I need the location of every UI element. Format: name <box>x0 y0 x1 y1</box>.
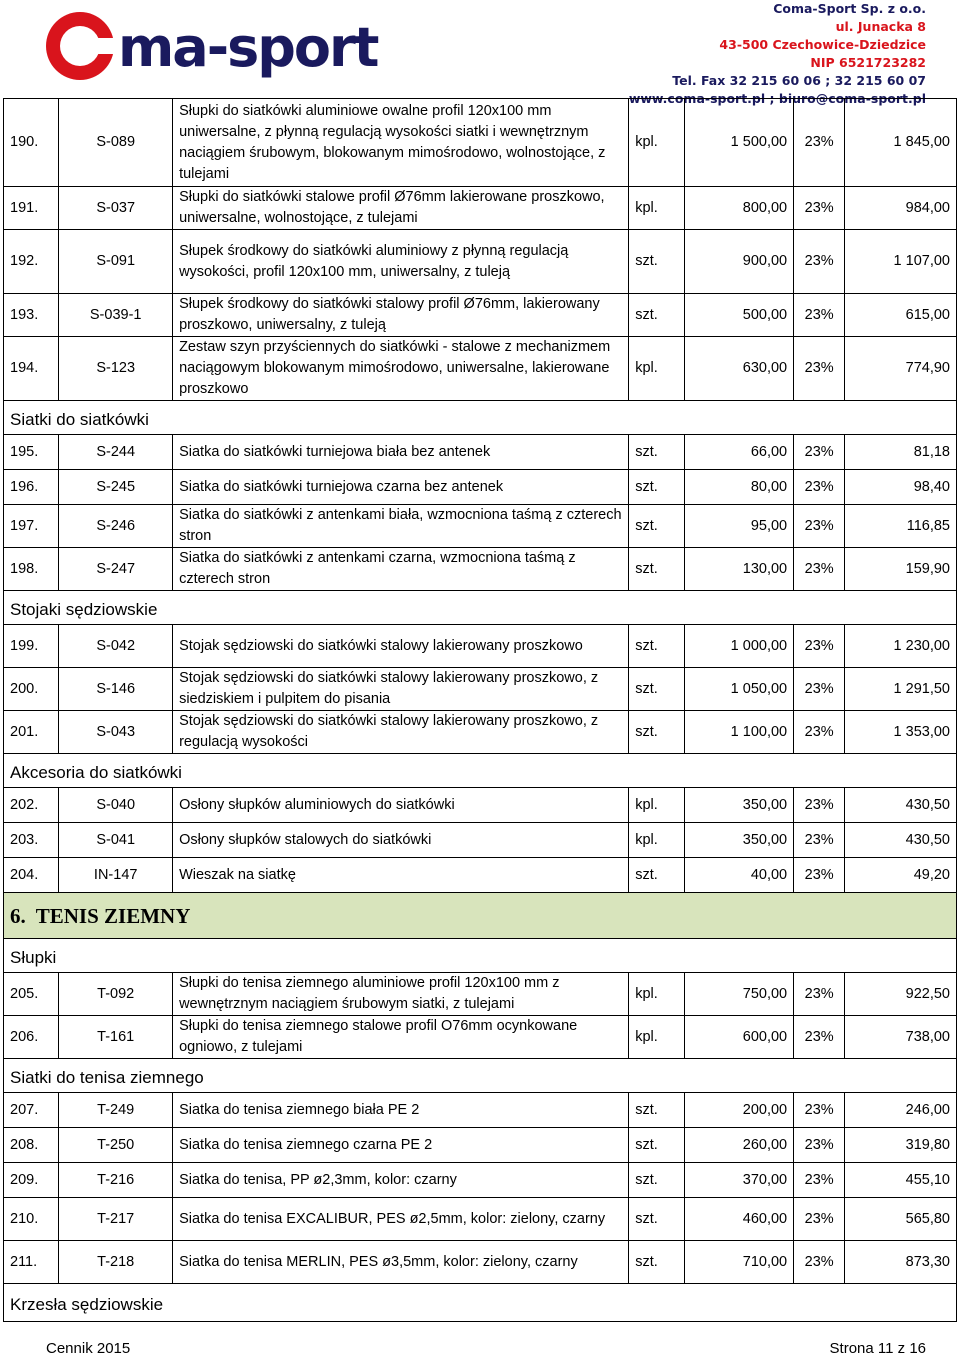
unit: szt. <box>629 1241 684 1284</box>
product-description: Wieszak na siatkę <box>173 858 629 893</box>
unit: szt. <box>629 1128 684 1163</box>
gross-price: 1 107,00 <box>845 230 957 294</box>
product-description: Słupki do siatkówki aluminiowe owalne profil 120x100 mm uniwersalne, z płynną regulacją wysokości siatki i wewnętrznym naciągiem śrubowym, blokowanym mimośrodowo, wolnostojące, z tulejami <box>173 99 629 187</box>
row-number: 205. <box>4 973 59 1016</box>
unit: kpl. <box>629 337 684 401</box>
gross-price: 984,00 <box>845 187 957 230</box>
price-table <box>3 98 957 1322</box>
company-web: www.coma-sport.pl ; biuro@coma-sport.pl <box>628 91 926 106</box>
product-description: Siatka do tenisa MERLIN, PES ø3,5mm, kolor: zielony, czarny <box>173 1241 629 1284</box>
table-row <box>4 711 957 754</box>
main-section-number: 6. <box>10 904 26 928</box>
vat-rate: 23% <box>794 294 845 337</box>
gross-price: 922,50 <box>845 973 957 1016</box>
vat-rate: 23% <box>794 99 845 187</box>
product-description: Siatka do tenisa EXCALIBUR, PES ø2,5mm, kolor: zielony, czarny <box>173 1198 629 1241</box>
product-description: Siatka do tenisa ziemnego biała PE 2 <box>173 1093 629 1128</box>
table-row <box>4 337 957 401</box>
product-code: T-216 <box>59 1163 173 1198</box>
section-row <box>4 939 957 973</box>
table-row <box>4 505 957 548</box>
net-price: 1 050,00 <box>684 668 794 711</box>
table-row <box>4 1128 957 1163</box>
net-price: 460,00 <box>684 1198 794 1241</box>
table-row <box>4 973 957 1016</box>
net-price: 630,00 <box>684 337 794 401</box>
product-description: Stojak sędziowski do siatkówki stalowy lakierowany proszkowo, z regulacją wysokości <box>173 711 629 754</box>
vat-rate: 23% <box>794 823 845 858</box>
net-price: 260,00 <box>684 1128 794 1163</box>
product-description: Stojak sędziowski do siatkówki stalowy lakierowany proszkowo <box>173 625 629 668</box>
section-akcesoria-do-siatkowki: Akcesoria do siatkówki <box>4 754 957 788</box>
gross-price: 565,80 <box>845 1198 957 1241</box>
unit: kpl. <box>629 1016 684 1059</box>
unit: szt. <box>629 505 684 548</box>
product-code: T-250 <box>59 1128 173 1163</box>
unit: kpl. <box>629 99 684 187</box>
main-section-heading <box>4 893 957 939</box>
vat-rate: 23% <box>794 711 845 754</box>
unit: szt. <box>629 294 684 337</box>
main-section-row <box>4 893 957 939</box>
table-row <box>4 1016 957 1059</box>
vat-rate: 23% <box>794 1093 845 1128</box>
product-code: S-247 <box>59 548 173 591</box>
row-number: 203. <box>4 823 59 858</box>
unit: szt. <box>629 1093 684 1128</box>
gross-price: 246,00 <box>845 1093 957 1128</box>
product-code: S-246 <box>59 505 173 548</box>
unit: szt. <box>629 230 684 294</box>
product-description: Słupki do tenisa ziemnego stalowe profil O76mm ocynkowane ogniowo, z tulejami <box>173 1016 629 1059</box>
net-price: 900,00 <box>684 230 794 294</box>
product-code: T-217 <box>59 1198 173 1241</box>
net-price: 40,00 <box>684 858 794 893</box>
product-code: T-092 <box>59 973 173 1016</box>
unit: szt. <box>629 711 684 754</box>
vat-rate: 23% <box>794 1198 845 1241</box>
vat-rate: 23% <box>794 668 845 711</box>
row-number: 209. <box>4 1163 59 1198</box>
section-row <box>4 1284 957 1322</box>
gross-price: 319,80 <box>845 1128 957 1163</box>
product-code: S-146 <box>59 668 173 711</box>
price-table-body <box>4 99 957 1322</box>
unit: kpl. <box>629 823 684 858</box>
row-number: 197. <box>4 505 59 548</box>
vat-rate: 23% <box>794 435 845 470</box>
product-code: T-218 <box>59 1241 173 1284</box>
table-row <box>4 823 957 858</box>
product-description: Siatka do siatkówki z antenkami czarna, wzmocniona taśmą z czterech stron <box>173 548 629 591</box>
row-number: 204. <box>4 858 59 893</box>
gross-price: 98,40 <box>845 470 957 505</box>
gross-price: 430,50 <box>845 823 957 858</box>
footer-catalog: Cennik 2015 <box>46 1340 131 1357</box>
row-number: 208. <box>4 1128 59 1163</box>
row-number: 201. <box>4 711 59 754</box>
unit: szt. <box>629 435 684 470</box>
net-price: 95,00 <box>684 505 794 548</box>
product-description: Siatka do siatkówki turniejowa czarna bez antenek <box>173 470 629 505</box>
table-row <box>4 1093 957 1128</box>
section-row <box>4 754 957 788</box>
net-price: 1 100,00 <box>684 711 794 754</box>
section-stojaki-sedziowskie: Stojaki sędziowskie <box>4 591 957 625</box>
svg-text:ma-sport: ma-sport <box>118 16 378 79</box>
row-number: 200. <box>4 668 59 711</box>
page-header <box>0 0 960 106</box>
table-row <box>4 99 957 187</box>
row-number: 198. <box>4 548 59 591</box>
table-row <box>4 788 957 823</box>
unit: szt. <box>629 625 684 668</box>
gross-price: 116,85 <box>845 505 957 548</box>
product-description: Siatka do siatkówki turniejowa biała bez antenek <box>173 435 629 470</box>
table-row <box>4 1163 957 1198</box>
company-phone: Tel. Fax 32 215 60 06 ; 32 215 60 07 <box>672 73 926 88</box>
gross-price: 430,50 <box>845 788 957 823</box>
net-price: 370,00 <box>684 1163 794 1198</box>
main-section-title: TENIS ZIEMNY <box>35 904 191 928</box>
row-number: 210. <box>4 1198 59 1241</box>
gross-price: 1 291,50 <box>845 668 957 711</box>
net-price: 1 000,00 <box>684 625 794 668</box>
row-number: 199. <box>4 625 59 668</box>
product-code: IN-147 <box>59 858 173 893</box>
row-number: 192. <box>4 230 59 294</box>
product-description: Osłony słupków stalowych do siatkówki <box>173 823 629 858</box>
net-price: 130,00 <box>684 548 794 591</box>
vat-rate: 23% <box>794 788 845 823</box>
vat-rate: 23% <box>794 230 845 294</box>
product-description: Zestaw szyn przyściennych do siatkówki - stalowe z mechanizmem naciągowym blokowanym mimośrodowo, uniwersalne, lakierowane proszkowo <box>173 337 629 401</box>
gross-price: 873,30 <box>845 1241 957 1284</box>
table-row <box>4 470 957 505</box>
row-number: 196. <box>4 470 59 505</box>
unit: kpl. <box>629 187 684 230</box>
product-code: S-244 <box>59 435 173 470</box>
unit: kpl. <box>629 973 684 1016</box>
unit: szt. <box>629 1163 684 1198</box>
net-price: 350,00 <box>684 788 794 823</box>
vat-rate: 23% <box>794 187 845 230</box>
section-row <box>4 591 957 625</box>
coma-sport-logo <box>40 4 420 84</box>
row-number: 202. <box>4 788 59 823</box>
vat-rate: 23% <box>794 548 845 591</box>
section-row <box>4 401 957 435</box>
table-row <box>4 548 957 591</box>
gross-price: 774,90 <box>845 337 957 401</box>
gross-price: 159,90 <box>845 548 957 591</box>
product-code: S-041 <box>59 823 173 858</box>
row-number: 206. <box>4 1016 59 1059</box>
product-description: Siatka do tenisa ziemnego czarna PE 2 <box>173 1128 629 1163</box>
section-siatki-do-tenisa: Siatki do tenisa ziemnego <box>4 1059 957 1093</box>
gross-price: 615,00 <box>845 294 957 337</box>
product-code: S-091 <box>59 230 173 294</box>
table-row <box>4 1241 957 1284</box>
product-code: T-249 <box>59 1093 173 1128</box>
gross-price: 49,20 <box>845 858 957 893</box>
vat-rate: 23% <box>794 858 845 893</box>
company-city: 43-500 Czechowice-Dziedzice <box>719 37 926 52</box>
net-price: 350,00 <box>684 823 794 858</box>
company-info <box>629 0 926 108</box>
product-code: S-043 <box>59 711 173 754</box>
section-slupki: Słupki <box>4 939 957 973</box>
product-code: S-089 <box>59 99 173 187</box>
vat-rate: 23% <box>794 470 845 505</box>
gross-price: 1 353,00 <box>845 711 957 754</box>
row-number: 207. <box>4 1093 59 1128</box>
vat-rate: 23% <box>794 1128 845 1163</box>
company-nip: NIP 6521723282 <box>810 55 926 70</box>
vat-rate: 23% <box>794 337 845 401</box>
gross-price: 1 230,00 <box>845 625 957 668</box>
net-price: 710,00 <box>684 1241 794 1284</box>
gross-price: 81,18 <box>845 435 957 470</box>
net-price: 750,00 <box>684 973 794 1016</box>
net-price: 66,00 <box>684 435 794 470</box>
unit: szt. <box>629 858 684 893</box>
product-code: S-039-1 <box>59 294 173 337</box>
product-code: S-245 <box>59 470 173 505</box>
net-price: 800,00 <box>684 187 794 230</box>
company-street: ul. Junacka 8 <box>835 19 926 34</box>
section-row <box>4 1059 957 1093</box>
row-number: 211. <box>4 1241 59 1284</box>
row-number: 193. <box>4 294 59 337</box>
row-number: 194. <box>4 337 59 401</box>
net-price: 80,00 <box>684 470 794 505</box>
row-number: 190. <box>4 99 59 187</box>
table-row <box>4 668 957 711</box>
product-description: Słupki do tenisa ziemnego aluminiowe profil 120x100 mm z wewnętrznym naciągiem śrubowym siatki, z tulejami <box>173 973 629 1016</box>
table-row <box>4 435 957 470</box>
unit: szt. <box>629 1198 684 1241</box>
product-description: Siatka do tenisa, PP ø2,3mm, kolor: czarny <box>173 1163 629 1198</box>
vat-rate: 23% <box>794 505 845 548</box>
product-code: T-161 <box>59 1016 173 1059</box>
net-price: 500,00 <box>684 294 794 337</box>
product-code: S-123 <box>59 337 173 401</box>
table-row <box>4 625 957 668</box>
unit: szt. <box>629 470 684 505</box>
product-code: S-040 <box>59 788 173 823</box>
section-siatki-do-siatkowki: Siatki do siatkówki <box>4 401 957 435</box>
table-row <box>4 187 957 230</box>
gross-price: 455,10 <box>845 1163 957 1198</box>
unit: szt. <box>629 548 684 591</box>
vat-rate: 23% <box>794 1163 845 1198</box>
product-description: Siatka do siatkówki z antenkami biała, wzmocniona taśmą z czterech stron <box>173 505 629 548</box>
vat-rate: 23% <box>794 625 845 668</box>
net-price: 200,00 <box>684 1093 794 1128</box>
table-row <box>4 1198 957 1241</box>
table-row <box>4 230 957 294</box>
product-description: Słupek środkowy do siatkówki aluminiowy z płynną regulacją wysokości, profil 120x100 mm, uniwersalny, z tuleją <box>173 230 629 294</box>
product-description: Stojak sędziowski do siatkówki stalowy lakierowany proszkowo, z siedziskiem i pulpitem do pisania <box>173 668 629 711</box>
vat-rate: 23% <box>794 973 845 1016</box>
net-price: 1 500,00 <box>684 99 794 187</box>
gross-price: 738,00 <box>845 1016 957 1059</box>
vat-rate: 23% <box>794 1241 845 1284</box>
unit: kpl. <box>629 788 684 823</box>
section-krzesla-sedziowskie: Krzesła sędziowskie <box>4 1284 957 1322</box>
row-number: 191. <box>4 187 59 230</box>
vat-rate: 23% <box>794 1016 845 1059</box>
product-code: S-037 <box>59 187 173 230</box>
net-price: 600,00 <box>684 1016 794 1059</box>
footer-page-number: Strona 11 z 16 <box>829 1340 926 1357</box>
table-row <box>4 294 957 337</box>
product-code: S-042 <box>59 625 173 668</box>
unit: szt. <box>629 668 684 711</box>
product-description: Osłony słupków aluminiowych do siatkówki <box>173 788 629 823</box>
row-number: 195. <box>4 435 59 470</box>
product-description: Słupki do siatkówki stalowe profil Ø76mm lakierowane proszkowo, uniwersalne, wolnostojące, z tulejami <box>173 187 629 230</box>
gross-price: 1 845,00 <box>845 99 957 187</box>
company-name: Coma-Sport Sp. z o.o. <box>773 1 926 16</box>
product-description: Słupek środkowy do siatkówki stalowy profil Ø76mm, lakierowany proszkowo, uniwersalny, z tuleją <box>173 294 629 337</box>
table-row <box>4 858 957 893</box>
